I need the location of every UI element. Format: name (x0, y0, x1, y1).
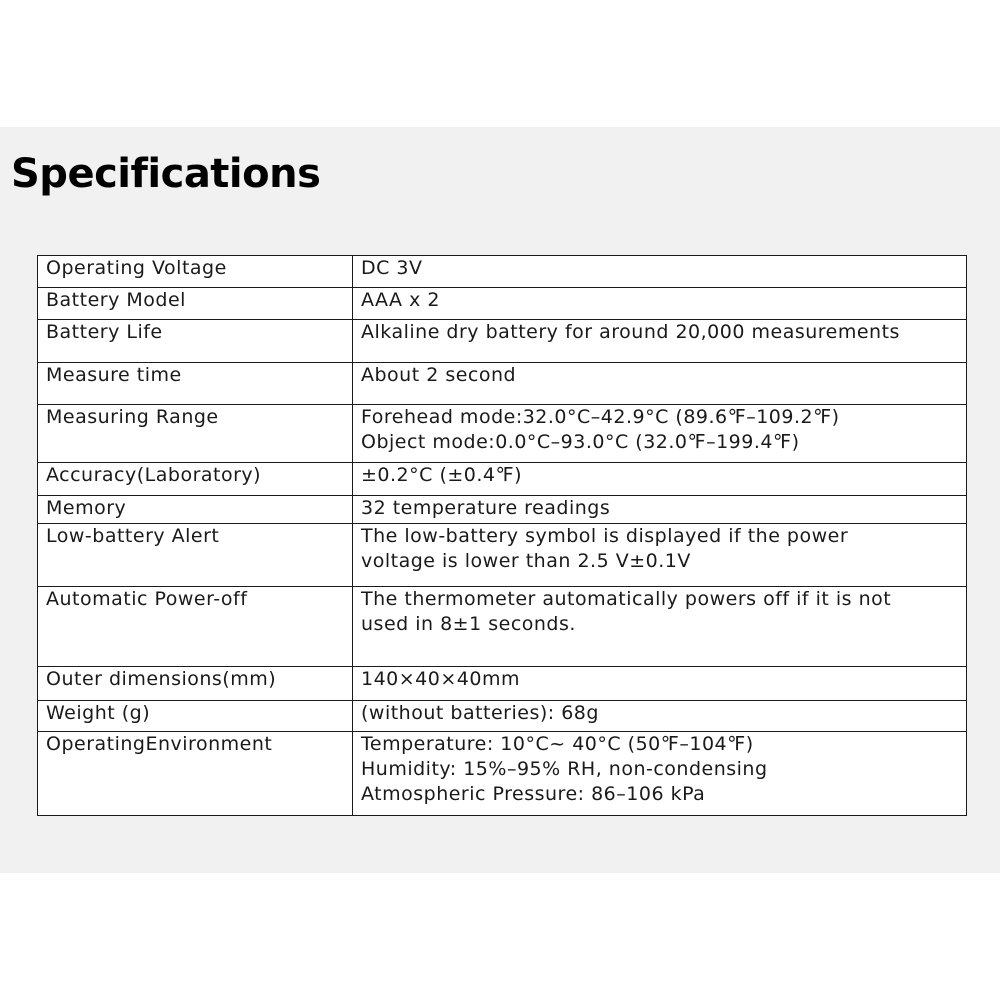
spec-value-line: Forehead mode:32.0°C–42.9°C (89.6℉–109.2℉) (361, 406, 840, 428)
page-title: Specifications (11, 151, 321, 197)
spec-value-line: Humidity: 15%–95% RH, non-condensing (361, 758, 768, 780)
spec-value (353, 701, 967, 732)
table-row-automatic-power-off (38, 587, 967, 667)
spec-value-line: 140×40×40mm (361, 668, 520, 690)
specifications-table (37, 255, 967, 816)
spec-label: OperatingEnvironment (38, 732, 353, 816)
spec-value-line: The thermometer automatically powers off if it is not (361, 588, 892, 610)
spec-label: Battery Model (38, 288, 353, 320)
table-row-battery-model (38, 288, 967, 320)
spec-value-line: Object mode:0.0°C–93.0°C (32.0℉–199.4℉) (361, 431, 800, 453)
spec-value-line: ±0.2°C (±0.4℉) (361, 464, 522, 486)
table-row-low-battery-alert (38, 524, 967, 587)
spec-label: Memory (38, 496, 353, 524)
table-row-measure-time (38, 363, 967, 405)
spec-value (353, 320, 967, 363)
spec-value (353, 363, 967, 405)
table-row-operating-voltage (38, 256, 967, 288)
spec-value-line: used in 8±1 seconds. (361, 613, 576, 635)
table-row-outer-dimensions (38, 667, 967, 701)
table-row-weight (38, 701, 967, 732)
spec-value (353, 587, 967, 667)
spec-value-line: (without batteries): 68g (361, 702, 599, 724)
spec-value-line: Temperature: 10°C~ 40°C (50℉–104℉) (361, 733, 754, 755)
spec-value (353, 667, 967, 701)
spec-label: Weight (g) (38, 701, 353, 732)
spec-value-line: voltage is lower than 2.5 V±0.1V (361, 550, 691, 572)
spec-value (353, 732, 967, 816)
spec-value (353, 463, 967, 496)
spec-label: Accuracy(Laboratory) (38, 463, 353, 496)
spec-value (353, 496, 967, 524)
spec-value (353, 405, 967, 463)
spec-label: Low-battery Alert (38, 524, 353, 587)
spec-label: Battery Life (38, 320, 353, 363)
spec-value-line: Alkaline dry battery for around 20,000 measurements (361, 321, 900, 343)
spec-value (353, 524, 967, 587)
spec-label: Measuring Range (38, 405, 353, 463)
table-row-accuracy (38, 463, 967, 496)
spec-value-line: The low-battery symbol is displayed if the power (361, 525, 849, 547)
spec-value (353, 256, 967, 288)
spec-label: Measure time (38, 363, 353, 405)
spec-label: Operating Voltage (38, 256, 353, 288)
spec-value (353, 288, 967, 320)
spec-value-line: AAA x 2 (361, 289, 440, 311)
spec-label: Automatic Power-off (38, 587, 353, 667)
table-row-measuring-range (38, 405, 967, 463)
spec-value-line: Atmospheric Pressure: 86–106 kPa (361, 783, 706, 805)
table-row-operating-environment (38, 732, 967, 816)
spec-value-line: About 2 second (361, 364, 517, 386)
spec-label: Outer dimensions(mm) (38, 667, 353, 701)
table-row-battery-life (38, 320, 967, 363)
spec-value-line: DC 3V (361, 257, 423, 279)
table-row-memory (38, 496, 967, 524)
spec-value-line: 32 temperature readings (361, 497, 611, 519)
